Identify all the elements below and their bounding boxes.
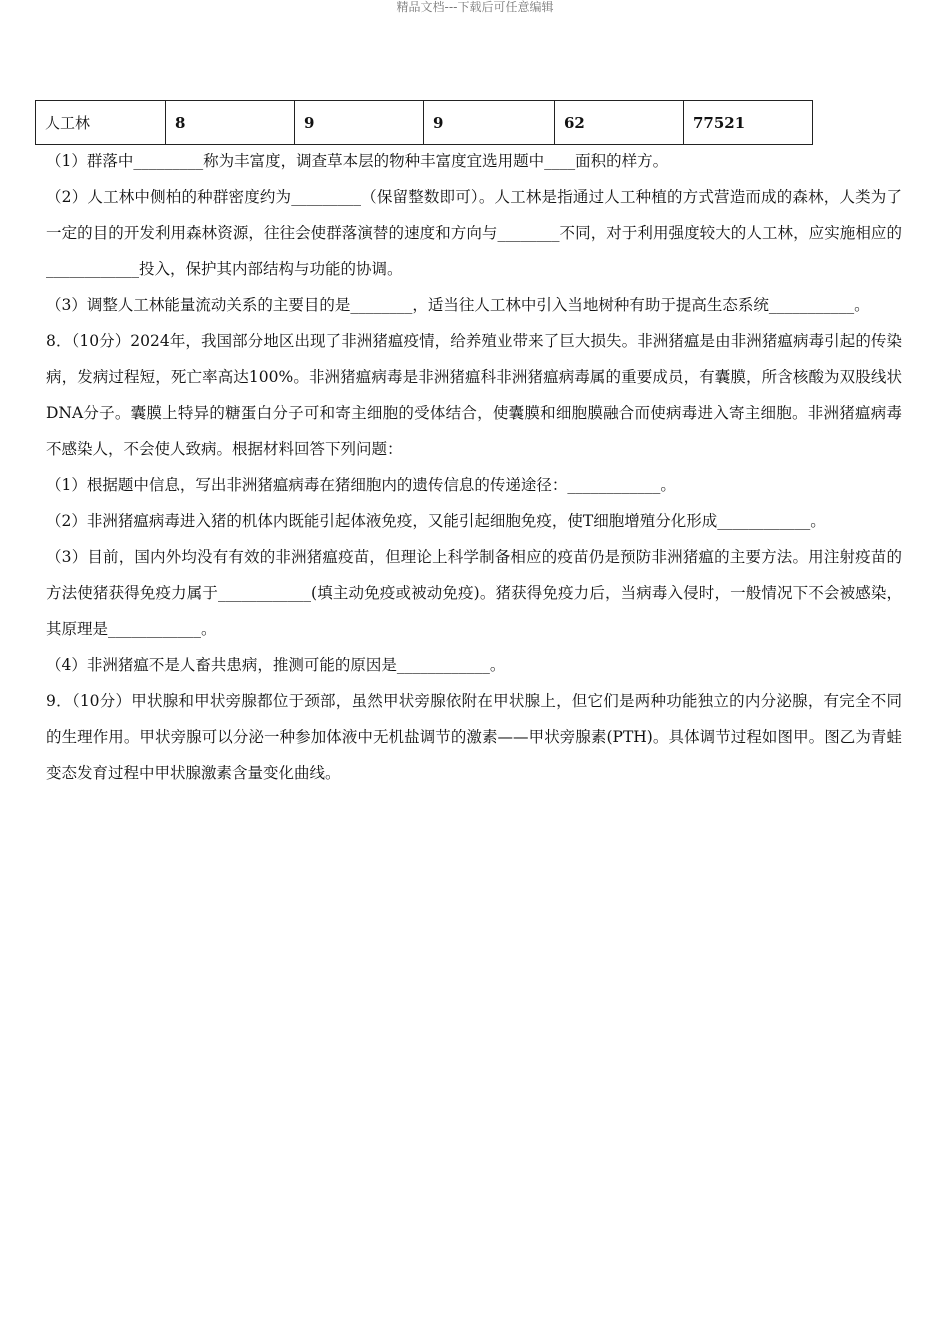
table-cell: 77521 bbox=[684, 101, 813, 145]
question-7-part-3: （3）调整人工林能量流动关系的主要目的是________，适当往人工林中引入当地树种有助于提高生态系统___________。 bbox=[46, 296, 870, 314]
table-row bbox=[36, 101, 813, 145]
question-7-part-2: （2）人工林中侧柏的种群密度约为_________（保留整数即可）。人工林是指通过人工种植的方式营造而成的森林，人类为了一定的目的开发利用森林资源，往往会使群落演替的速度和方向与________不同，对于利用强度较大的人工林，应实施相应的____________投入，保护其内部结构与功能的协调。 bbox=[46, 188, 902, 278]
question-8-stem: 8．（10分）2024年，我国部分地区出现了非洲猪瘟疫情，给养殖业带来了巨大损失。非洲猪瘟是由非洲猪瘟病毒引起的传染病，发病过程短，死亡率高达100%。非洲猪瘟病毒是非洲猪瘟科非洲猪瘟病毒属的重要成员，有囊膜，所含核酸为双股线状DNA分子。囊膜上特异的糖蛋白分子可和寄主细胞的受体结合，使囊膜和细胞膜融合而使病毒进入寄主细胞。非洲猪瘟病毒不感染人，不会使人致病。根据材料回答下列问题： bbox=[46, 332, 902, 458]
question-8-part-3: （3）目前，国内外均没有有效的非洲猪瘟疫苗，但理论上科学制备相应的疫苗仍是预防非洲猪瘟的主要方法。用注射疫苗的方法使猪获得免疫力属于____________(填主动免疫或被动免疫)。猪获得免疫力后，当病毒入侵时，一般情况下不会被感染，其原理是____________。 bbox=[46, 548, 902, 638]
question-9-stem: 9．（10分）甲状腺和甲状旁腺都位于颈部，虽然甲状旁腺依附在甲状腺上，但它们是两种功能独立的内分泌腺，有完全不同的生理作用。甲状旁腺可以分泌一种参加体液中无机盐调节的激素——甲状旁腺素(PTH)。具体调节过程如图甲。图乙为青蛙变态发育过程中甲状腺激素含量变化曲线。 bbox=[46, 692, 902, 782]
table-cell: 9 bbox=[424, 101, 555, 145]
data-table bbox=[35, 100, 813, 145]
table-cell: 人工林 bbox=[36, 101, 166, 145]
table-cell: 62 bbox=[555, 101, 684, 145]
question-8-part-1: （1）根据题中信息，写出非洲猪瘟病毒在猪细胞内的遗传信息的传递途径：____________。 bbox=[46, 476, 676, 494]
question-8-part-4: （4）非洲猪瘟不是人畜共患病，推测可能的原因是____________。 bbox=[46, 656, 506, 674]
document-body bbox=[46, 143, 902, 791]
question-7-part-1: （1）群落中_________称为丰富度，调查草本层的物种丰富度宜选用题中____面积的样方。 bbox=[46, 152, 669, 170]
question-8-part-2: （2）非洲猪瘟病毒进入猪的机体内既能引起体液免疫，又能引起细胞免疫，使T细胞增殖分化形成____________。 bbox=[46, 512, 826, 530]
page-header: 精品文档---下载后可任意编辑 bbox=[396, 0, 554, 14]
table-cell: 9 bbox=[295, 101, 424, 145]
table-cell: 8 bbox=[166, 101, 295, 145]
